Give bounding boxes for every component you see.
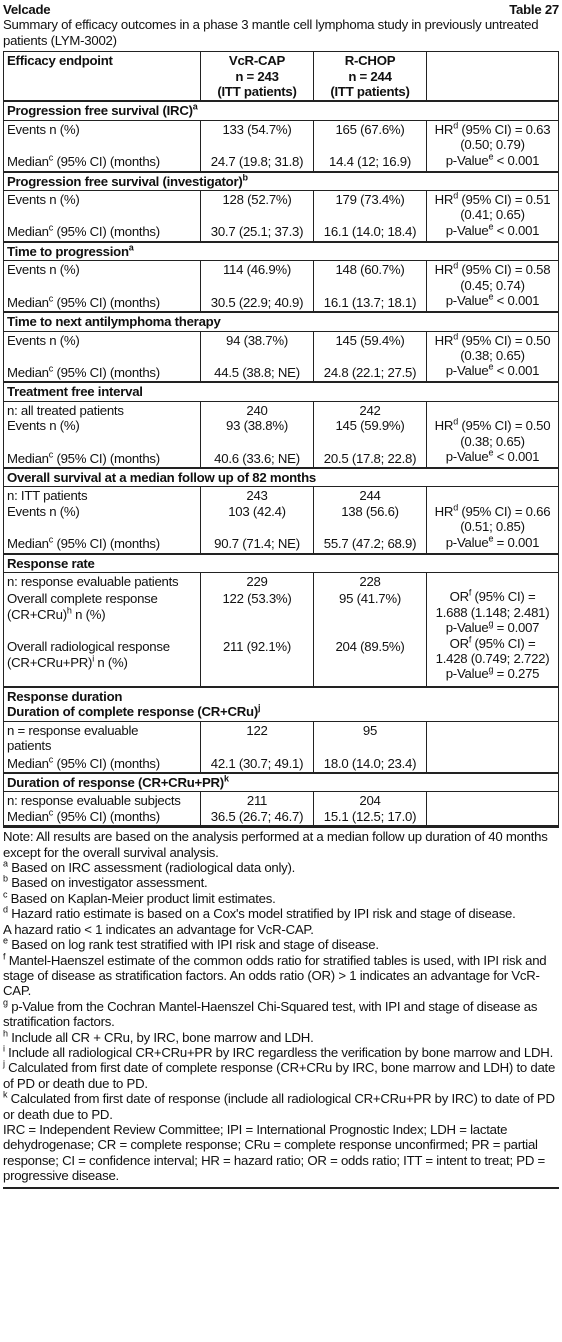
section-response-duration: Response duration Duration of complete response $(CR+CRu)^j$ [4,687,559,721]
table-row: Overall radiological response $(CR+CRu+PR)^i$ n (%) 211 (92.1%) 204 (89.5%) [4,623,559,687]
table-row: Events n (%) 94 (38.7%) 145 (59.4%) $HR^d$ (95% CI) = 0.50 (0.38; 0.65) p-Value$^e$ < 0.001 [4,331,559,349]
table-row: Median$^c$ (95% CI) (months) 90.7 (71.4; NE) 55.7 (47.2; 68.9) [4,520,559,553]
footnote-g: $^g$ p-Value from the Cochran Mantel-Haenszel Chi-Squared test, with IPI and stage of disease as stratification factors. [3,997,538,1030]
table-caption: Summary of efficacy outcomes in a phase 3 mantle cell lymphoma study in previously untreated patients (LYM-3002) [3,17,539,48]
table-row: Median$^c$ (95% CI) (months) 40.6 (33.6; NE) 20.5 (17.8; 22.8) [4,435,559,468]
section-time-to-progression: Time to progression$^a$ [4,242,559,261]
footnote-k: $^k$ Calculated from first date of response (include all radiological CR+CRu+PR by IRC) to date of PD or death due to PD. [3,1089,555,1122]
vcr-cap-header: VcR-CAP n = 243 (ITT patients) [201,52,314,102]
abbreviations: IRC = Independent Review Committee; IPI = International Prognostic Index; LDH = lactate dehydrogenase; CR = complete response; CRu = complete response unconfirmed; PR = partial response; CI = confidence interval; HR = hazard ratio; OR = odds ratio; ITT = intent to treat; PD = progressive disease. [3,1121,545,1184]
footnote-c: $^c$ Based on Kaplan-Meier product limit estimates. [3,889,276,906]
table-row: n: ITT patients Events n (%) 243 103 (42.4) 244 138 (56.6) $HR^d$ (95% CI) = 0.66 (0.51; 0.85) p-Value$^e$ = 0.001 [4,487,559,520]
footnote-j: $^j$ Calculated from first date of complete response (CR+CRu by IRC, bone marrow and LDH) to date of PD or death due to PD. [3,1058,556,1091]
table-row: n = response evaluable patients 122 95 [4,721,559,754]
table-row: Median$^c$ (95% CI) (months) 30.7 (25.1; 37.3) 16.1 (14.0; 18.4) [4,208,559,241]
section-time-to-next-therapy: Time to next antilymphoma therapy [4,312,559,331]
table-row: Events n (%) 114 (46.9%) 148 (60.7%) $HR^d$ (95% CI) = 0.58 (0.45; 0.74) p-Value$^e$ < 0.001 [4,261,559,279]
efficacy-table [3,51,559,826]
endpoint-header: Efficacy endpoint [4,52,201,102]
footnote-main: Note: All results are based on the analysis performed at a median follow up duration of 40 months except for the overall survival analysis. [3,829,548,860]
table-row: n: all treated patients Events n (%) 240 93 (38.8%) 242 145 (59.9%) $HR^d$ (95% CI) = 0.50 (0.38; 0.65) p-Value$^e$ < 0.001 [4,401,559,434]
section-overall-survival: Overall survival at a median follow up of 82 months [4,468,559,487]
footnote-i: $^i$ Include all radiological CR+CRu+PR by IRC regardless the verification by bone marrow and LDH. [3,1043,553,1060]
footnote-b: $^b$ Based on investigator assessment. [3,874,208,891]
footnote-e: $^e$ Based on log rank test stratified with IPI risk and stage of disease. [3,935,379,953]
table-header-row [4,52,559,102]
table-row: Median$^c$ (95% CI) (months) 42.1 (30.7; 49.1) 18.0 (14.0; 23.4) [4,755,559,773]
table-number: Table 27 [509,2,559,17]
r-chop-header: R-CHOP n = 244 (ITT patients) [314,52,427,102]
table-row: Median$^c$ (95% CI) (months) 24.7 (19.8; 31.8) 14.4 (12; 16.9) [4,138,559,171]
footnote-d: $^d$ Hazard ratio estimate is based on a Cox's model stratified by IPI risk and stage of disease. [3,904,516,922]
stats-header [427,52,559,102]
section-pfs-investigator: Progression free survival (investigator)$^b$ [4,172,559,191]
drug-name: Velcade [3,2,51,17]
table-row: n: response evaluable patients 229 228 $OR^f$ (95% CI) = 1.688 (1.148; 2.481) p-Value$^g$ = 0.007 $OR^f$ (95% CI) = 1.428 (0.749; 2.722) p-Value$^g$ = 0.275 [4,572,559,590]
section-response-rate: Response rate [4,554,559,573]
table-row: Median$^c$ (95% CI) (months) 30.5 (22.9; 40.9) 16.1 (13.7; 18.1) [4,279,559,312]
table-row: Median$^c$ (95% CI) (months) 44.5 (38.8; NE) 24.8 (22.1; 27.5) [4,349,559,382]
table-row: Events n (%) 133 (54.7%) 165 (67.6%) $HR^d$ (95% CI) = 0.63 (0.50; 0.79) p-Value$^e$ < 0.001 [4,120,559,138]
table-row: Overall complete response $(CR+CRu)^h$ n (%) 122 (53.3%) 95 (41.7%) [4,590,559,623]
table-row: Events n (%) 128 (52.7%) 179 (73.4%) $HR^d$ (95% CI) = 0.51 (0.41; 0.65) p-Value$^e$ < 0.001 [4,191,559,209]
footnote-f: $^f$ Mantel-Haenszel estimate of the common odds ratio for stratified tables is used, with IPI risk and stage of disease as stratification factors. An odds ratio (OR) > 1 indicates an advantage for VcR-CAP. [3,951,547,999]
footnote-h: $^h$ Include all CR + CRu, by IRC, bone marrow and LDH. [3,1028,314,1045]
section-pfs-irc: Progression free survival (IRC)$^a$ [4,101,559,120]
document-header [3,0,559,17]
table-footnotes [3,826,559,1188]
footnote-a: $^a$ Based on IRC assessment (radiological data only). [3,858,296,876]
footnote-d-cont: A hazard ratio < 1 indicates an advantage for VcR-CAP. [3,921,314,937]
section-treatment-free-interval: Treatment free interval [4,382,559,401]
section-duration-of-response: Duration of response $(CR+CRu+PR)^k$ [4,773,559,792]
table-row: n: response evaluable subjects Median$^c$ (95% CI) (months) 211 36.5 (26.7; 46.7) 204 15.1 (12.5; 17.0) [4,792,559,826]
